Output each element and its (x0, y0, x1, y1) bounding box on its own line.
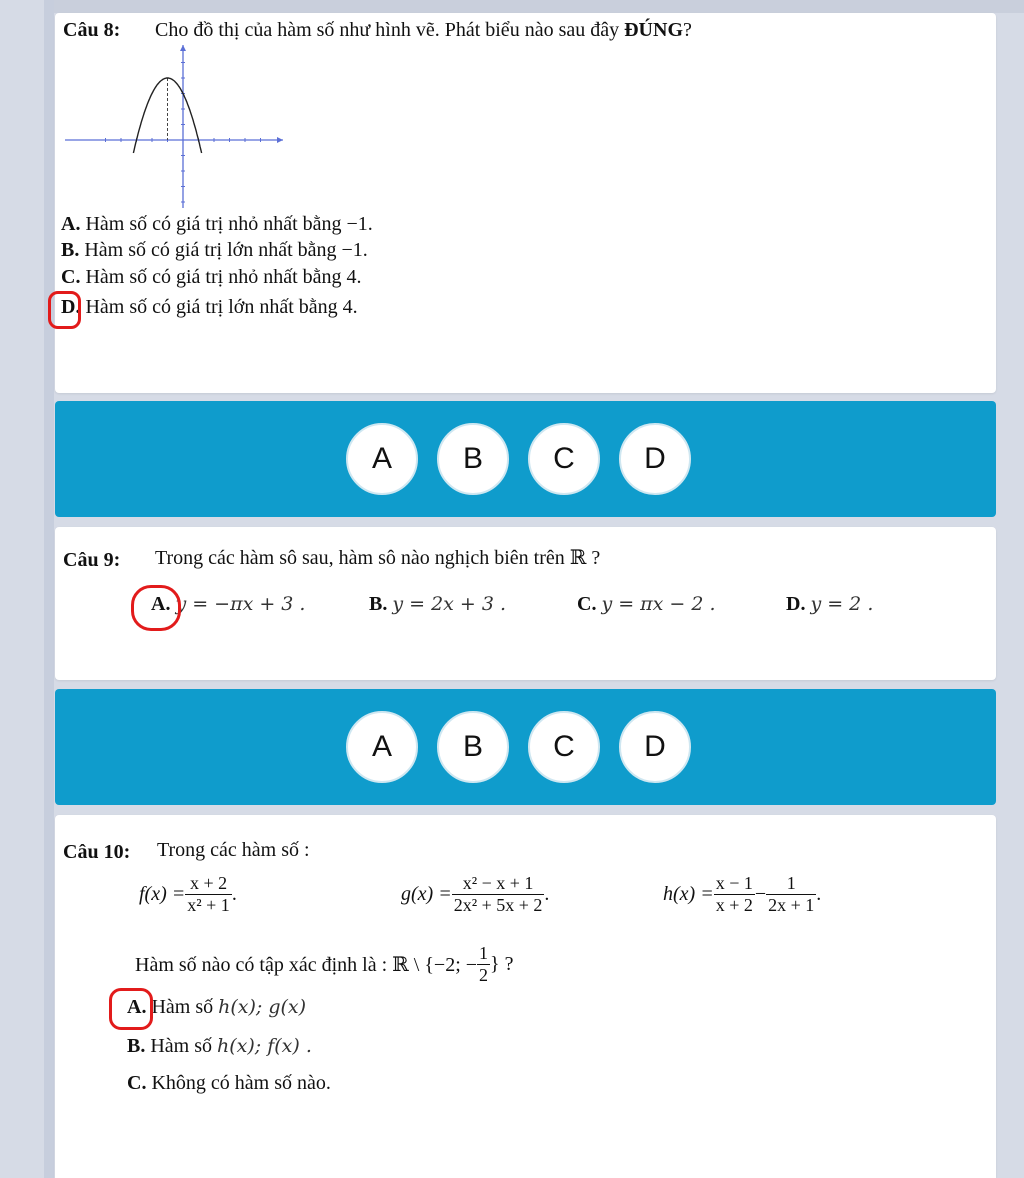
question-10-card (55, 815, 996, 1178)
answer-mark-q10 (109, 988, 153, 1030)
question-9-text: Trong các hàm sô sau, hàm sô nào nghịch biên trên ℝ ? (155, 547, 601, 569)
question-9-card (55, 527, 996, 680)
question-9-option-d[interactable]: D. y = 2 . (786, 593, 874, 615)
function-f: f(x) = $\frac{x + 2}{\text{x² + 1}}$ . (139, 873, 237, 915)
answer-mark-q9 (131, 585, 181, 631)
answer-button-b[interactable]: B (437, 423, 509, 495)
question-10-option-b[interactable]: B. Hàm số h(x); f(x) . (127, 1035, 312, 1057)
question-10-text: Trong các hàm số : (157, 839, 310, 861)
answer-bar-q8 (55, 401, 996, 517)
answer-bar-q9 (55, 689, 996, 805)
answer-button-c[interactable]: C (528, 423, 600, 495)
question-9-label: Câu 9: (63, 549, 121, 571)
function-f-fraction: $\frac{x + 2}{\text{x² + 1}}$ (187, 873, 230, 915)
question-8-option-c[interactable]: C. Hàm số có giá trị nhỏ nhất bằng 4. (61, 266, 362, 288)
question-8-option-d[interactable]: D. Hàm số có giá trị lớn nhất bằng 4. (61, 296, 358, 318)
answer-button-a[interactable]: A (346, 711, 418, 783)
function-g-fraction: $\frac{\text{x² − x + 1}}{\text{2x² + 5x + 2}}$ (453, 873, 543, 915)
question-8-graph (65, 43, 285, 208)
answer-button-b[interactable]: B (437, 711, 509, 783)
question-8-option-b[interactable]: B. Hàm số có giá trị lớn nhất bằng −1. (61, 239, 368, 261)
question-8-card (55, 13, 996, 393)
question-9-option-a[interactable]: A. y = −πx + 3 . (151, 593, 306, 615)
question-9-option-b[interactable]: B. y = 2x + 3 . (369, 593, 507, 615)
domain-fraction: $\frac{1}{2}$ (479, 943, 489, 985)
function-h-fraction-1: $\frac{x - 1}{x + 2}$ (715, 873, 753, 915)
question-10-option-c[interactable]: C. Không có hàm số nào. (127, 1072, 331, 1094)
function-h-fraction-2: $\frac{1}{2x + 1}$ (768, 873, 815, 915)
question-9-option-c[interactable]: C. y = πx − 2 . (577, 593, 716, 615)
answer-button-d[interactable]: D (619, 423, 691, 495)
function-g: g(x) = $\frac{\text{x² − x + 1}}{\text{2x² + 5x + 2}}$ . (401, 873, 550, 915)
answer-button-c[interactable]: C (528, 711, 600, 783)
question-8-option-a[interactable]: A. Hàm số có giá trị nhỏ nhất bằng −1. (61, 213, 373, 235)
question-10-option-a[interactable]: A. Hàm số h(x); g(x) (127, 996, 307, 1018)
question-10-label: Câu 10: (63, 841, 131, 863)
answer-button-a[interactable]: A (346, 423, 418, 495)
question-8-text: Cho đồ thị của hàm số như hình vẽ. Phát biểu nào sau đây ĐÚNG? (155, 19, 692, 41)
question-8-label: Câu 8: (63, 19, 121, 41)
left-border (44, 0, 54, 1178)
x-axis-arrow (277, 137, 283, 143)
domain-question: Hàm số nào có tập xác định là : ℝ \ {−2; − $\frac{1}{2}$ } ? (135, 943, 514, 985)
top-border (44, 0, 1024, 13)
answer-button-d[interactable]: D (619, 711, 691, 783)
answer-mark-q8 (48, 291, 81, 329)
function-h: h(x) = $\frac{x - 1}{x + 2}$ − $\frac{1}{2x + 1}$ . (663, 873, 822, 915)
y-axis-arrow (180, 45, 186, 51)
